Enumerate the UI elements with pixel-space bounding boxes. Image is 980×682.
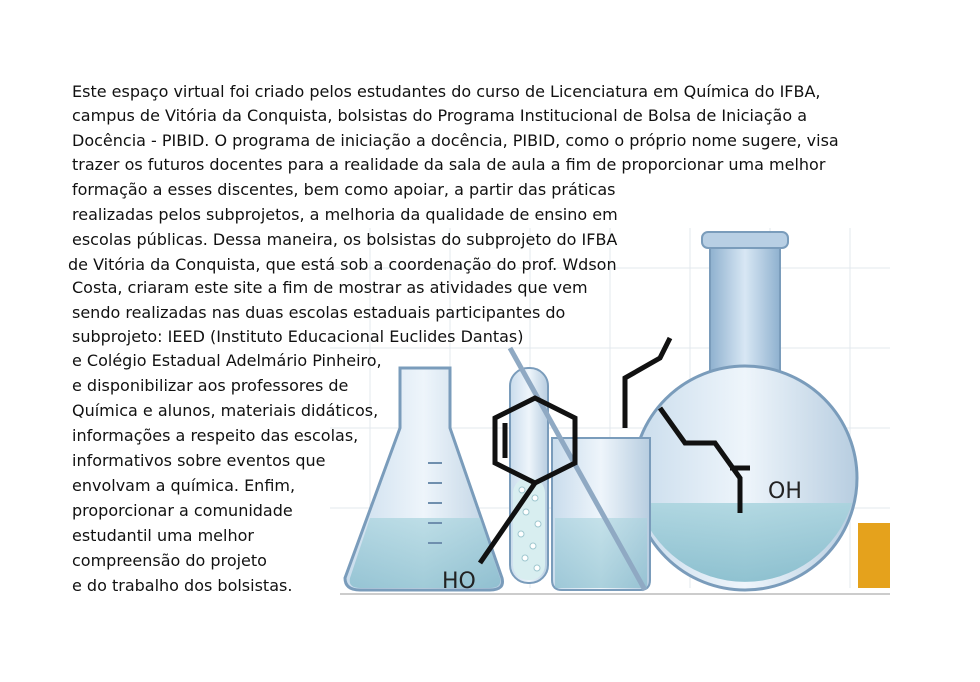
text-line: campus de Vitória da Conquista, bolsistas do Programa Institucional de Bolsa de Iniciação a [72,106,807,125]
text-line: subprojeto: IEED (Instituto Educacional Euclides Dantas) [72,327,524,346]
round-flask [633,232,857,590]
text-line: Este espaço virtual foi criado pelos estudantes do curso de Licenciatura em Química do IFBA, [72,82,821,101]
orange-beaker [858,523,890,588]
text-line: envolvam a química. Enfim, [72,476,296,495]
text-line: realizadas pelos subprojetos, a melhoria da qualidade de ensino em [72,205,618,224]
text-line: informativos sobre eventos que [72,451,326,470]
text-line: compreensão do projeto [72,551,267,570]
text-line: Docência - PIBID. O programa de iniciação a docência, PIBID, como o próprio nome sugere, visa [72,131,839,150]
text-line: proporcionar a comunidade [72,501,293,520]
text-line: e disponibilizar aos professores de [72,376,349,395]
text-line: sendo realizadas nas duas escolas estaduais participantes do [72,303,566,322]
text-line: estudantil uma melhor [72,526,254,545]
text-line: trazer os futuros docentes para a realidade da sala de aula a fim de proporcionar uma melhor [72,155,826,174]
text-line: e do trabalho dos bolsistas. [72,576,293,595]
ho-label: HO [442,569,476,594]
text-line: informações a respeito das escolas, [72,426,359,445]
text-line: Costa, criaram este site a fim de mostrar as atividades que vem [72,278,588,297]
text-line: e Colégio Estadual Adelmário Pinheiro, [72,351,382,370]
text-line: formação a esses discentes, bem como apoiar, a partir das práticas [72,180,616,199]
oh-label: OH [768,479,802,504]
text-line: escolas públicas. Dessa maneira, os bolsistas do subprojeto do IFBA [72,230,618,249]
text-line: Química e alunos, materiais didáticos, [72,401,379,420]
text-line: de Vitória da Conquista, que está sob a coordenação do prof. Wdson [68,255,617,274]
